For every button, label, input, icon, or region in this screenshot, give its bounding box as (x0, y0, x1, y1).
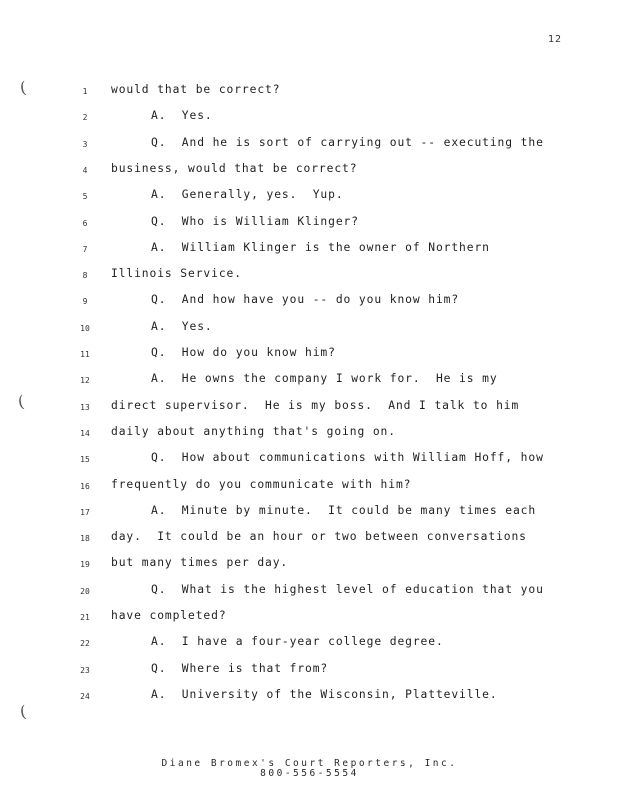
line-text: Q. What is the highest level of education that you (151, 582, 544, 596)
line-text: Q. How about communications with William Hoff, how (151, 451, 544, 465)
line-number: 19 (80, 560, 90, 570)
footer-phone: 800-556-5554 (260, 768, 359, 779)
transcript-line (0, 476, 619, 496)
transcript-line (0, 107, 619, 127)
line-text: Q. And how have you -- do you know him? (151, 293, 460, 307)
line-number: 14 (80, 428, 90, 438)
transcript-line (0, 81, 619, 101)
binding-hole-mark-middle: ( (16, 391, 26, 412)
transcript-line (0, 502, 619, 522)
transcript-line (0, 370, 619, 390)
line-number: 11 (80, 350, 90, 359)
line-number: 17 (80, 507, 90, 517)
transcript-line (0, 213, 619, 233)
transcript-line (0, 318, 619, 338)
line-text: A. Yes. (151, 319, 213, 333)
line-number: 8 (82, 271, 88, 281)
transcript-line (0, 423, 619, 443)
footer-company: Diane Bromex's Court Reporters, Inc. (161, 758, 458, 769)
transcript-line (0, 660, 619, 680)
line-text: A. University of the Wisconsin, Platteville. (151, 687, 498, 701)
line-text: day. It could be an hour or two between conversations (111, 530, 527, 544)
line-number: 13 (80, 402, 90, 412)
line-text: A. Minute by minute. It could be many times each (151, 503, 537, 517)
transcript-line (0, 686, 619, 706)
line-number: 3 (82, 139, 88, 149)
line-number: 12 (80, 376, 90, 386)
line-number: 1 (82, 87, 88, 96)
transcript-line (0, 186, 619, 206)
transcript-line (0, 449, 619, 469)
line-text: A. I have a four-year college degree. (151, 635, 444, 649)
line-text: direct supervisor. He is my boss. And I talk to him (111, 398, 520, 412)
transcript-line (0, 265, 619, 285)
transcript-line (0, 291, 619, 311)
line-number: 23 (80, 665, 90, 675)
line-text: Q. And he is sort of carrying out -- executing the (151, 135, 544, 149)
line-text: Illinois Service. (111, 267, 242, 281)
transcript-line (0, 607, 619, 627)
line-text: A. Generally, yes. Yup. (151, 188, 344, 202)
line-text: have completed? (111, 609, 227, 622)
line-number: 7 (82, 244, 88, 254)
line-text: would that be correct? (111, 83, 281, 96)
transcript-line (0, 528, 619, 548)
line-text: but many times per day. (111, 556, 289, 570)
line-number: 2 (82, 113, 88, 123)
page-number: 12 (548, 34, 563, 45)
line-number: 15 (80, 455, 90, 465)
line-text: daily about anything that's going on. (111, 424, 396, 438)
line-number: 4 (82, 165, 88, 175)
line-text: Q. Who is William Klinger? (151, 214, 359, 228)
line-text: A. Yes. (151, 109, 213, 123)
transcript-line (0, 633, 619, 653)
line-text: A. William Klinger is the owner of Northern (151, 240, 490, 254)
line-number: 22 (80, 639, 90, 649)
line-text: A. He owns the company I work for. He is my (151, 372, 498, 386)
line-number: 20 (80, 586, 90, 596)
transcript-line (0, 160, 619, 180)
transcript-line (0, 554, 619, 574)
line-text: Q. How do you know him? (151, 346, 336, 359)
binding-hole-mark-top: ( (18, 77, 28, 98)
line-number: 24 (80, 691, 90, 701)
line-text: business, would that be correct? (111, 161, 358, 175)
line-number: 10 (80, 323, 90, 333)
transcript-line (0, 344, 619, 364)
line-number: 6 (82, 218, 88, 228)
line-text: Q. Where is that from? (151, 661, 329, 675)
transcript-line (0, 397, 619, 417)
line-text: frequently do you communicate with him? (111, 477, 412, 491)
line-number: 18 (80, 534, 90, 544)
line-number: 16 (80, 481, 90, 491)
binding-hole-mark-bottom: ( (18, 701, 28, 722)
line-number: 21 (80, 613, 90, 622)
transcript-line (0, 134, 619, 154)
transcript-line (0, 239, 619, 259)
transcript-line (0, 581, 619, 601)
line-number: 5 (82, 192, 88, 202)
line-number: 9 (82, 297, 88, 307)
